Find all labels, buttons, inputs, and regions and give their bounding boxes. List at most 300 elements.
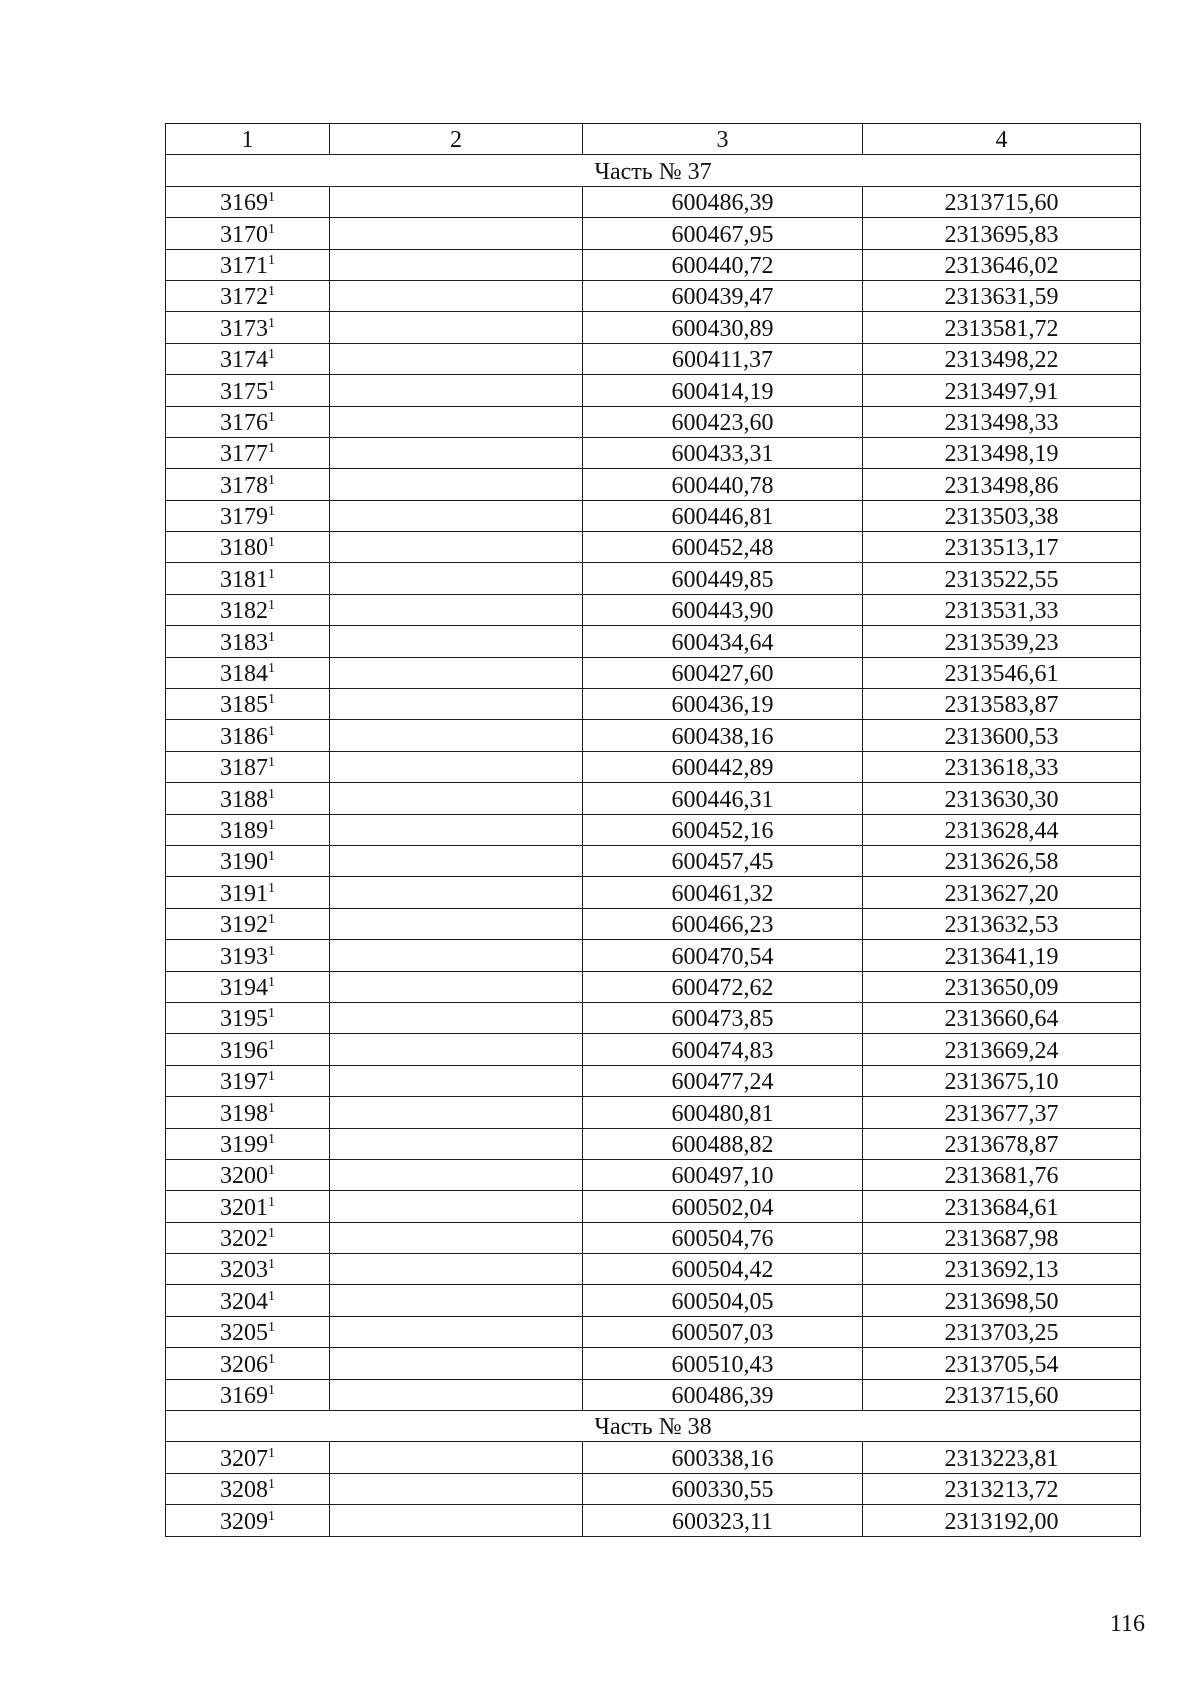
- point-number-cell: [166, 1097, 330, 1128]
- table-row: [166, 1473, 1141, 1504]
- point-number-cell: [166, 1191, 330, 1222]
- section-title: Часть № 37: [166, 155, 1141, 186]
- point-superscript: 1: [268, 1257, 275, 1273]
- point-superscript: 1: [268, 912, 275, 928]
- y-coordinate-cell: 2313698,50: [863, 1285, 1141, 1316]
- x-coordinate-cell: 600449,85: [583, 563, 863, 594]
- x-coordinate-cell: 600486,39: [583, 186, 863, 217]
- point-number-cell: [166, 751, 330, 782]
- point-number-cell: [166, 1222, 330, 1253]
- y-coordinate-cell: 2313695,83: [863, 218, 1141, 249]
- table-row: [166, 280, 1141, 311]
- table-row: [166, 1222, 1141, 1253]
- point-number: 3171: [220, 252, 268, 279]
- col2-cell: [330, 437, 583, 468]
- col2-cell: [330, 343, 583, 374]
- point-superscript: 1: [268, 1383, 275, 1399]
- point-superscript: 1: [268, 315, 275, 331]
- point-number: 3186: [220, 723, 268, 750]
- y-coordinate-cell: 2313705,54: [863, 1348, 1141, 1379]
- col2-cell: [330, 532, 583, 563]
- y-coordinate-cell: 2313539,23: [863, 626, 1141, 657]
- x-coordinate-cell: 600411,37: [583, 343, 863, 374]
- point-number: 3184: [220, 661, 268, 688]
- col2-cell: [330, 312, 583, 343]
- y-coordinate-cell: 2313626,58: [863, 845, 1141, 876]
- col2-cell: [330, 1505, 583, 1536]
- point-number-cell: [166, 1159, 330, 1190]
- table-row: [166, 218, 1141, 249]
- col2-cell: [330, 1128, 583, 1159]
- point-number-cell: [166, 1505, 330, 1536]
- y-coordinate-cell: 2313687,98: [863, 1222, 1141, 1253]
- x-coordinate-cell: 600488,82: [583, 1128, 863, 1159]
- x-coordinate-cell: 600442,89: [583, 751, 863, 782]
- col2-cell: [330, 814, 583, 845]
- table-row: [166, 406, 1141, 437]
- point-number: 3209: [220, 1508, 268, 1535]
- table-row: [166, 1505, 1141, 1536]
- point-superscript: 1: [268, 692, 275, 708]
- col2-cell: [330, 1442, 583, 1473]
- x-coordinate-cell: 600330,55: [583, 1473, 863, 1504]
- point-number-cell: [166, 594, 330, 625]
- point-number-cell: [166, 657, 330, 688]
- y-coordinate-cell: 2313669,24: [863, 1034, 1141, 1065]
- point-superscript: 1: [268, 252, 275, 268]
- y-coordinate-cell: 2313546,61: [863, 657, 1141, 688]
- point-superscript: 1: [268, 472, 275, 488]
- point-number: 3178: [220, 472, 268, 499]
- point-number: 3200: [220, 1163, 268, 1190]
- point-number: 3179: [220, 504, 268, 531]
- col2-cell: [330, 1222, 583, 1253]
- point-number: 3169: [220, 1383, 268, 1410]
- point-number-cell: [166, 500, 330, 531]
- coordinates-table-body: [166, 124, 1141, 1537]
- x-coordinate-cell: 600414,19: [583, 375, 863, 406]
- col2-cell: [330, 845, 583, 876]
- point-superscript: 1: [268, 943, 275, 959]
- point-superscript: 1: [268, 786, 275, 802]
- x-coordinate-cell: 600438,16: [583, 720, 863, 751]
- point-number: 3206: [220, 1351, 268, 1378]
- col2-cell: [330, 1034, 583, 1065]
- table-row: [166, 312, 1141, 343]
- point-number: 3183: [220, 629, 268, 656]
- y-coordinate-cell: 2313497,91: [863, 375, 1141, 406]
- col2-cell: [330, 249, 583, 280]
- point-superscript: 1: [268, 1131, 275, 1147]
- point-number: 3175: [220, 378, 268, 405]
- point-superscript: 1: [268, 1100, 275, 1116]
- point-number-cell: [166, 1473, 330, 1504]
- table-row: [166, 814, 1141, 845]
- x-coordinate-cell: 600338,16: [583, 1442, 863, 1473]
- x-coordinate-cell: 600457,45: [583, 845, 863, 876]
- point-number-cell: [166, 783, 330, 814]
- y-coordinate-cell: 2313650,09: [863, 971, 1141, 1002]
- x-coordinate-cell: 600439,47: [583, 280, 863, 311]
- col2-cell: [330, 500, 583, 531]
- point-number-cell: [166, 845, 330, 876]
- point-number-cell: [166, 375, 330, 406]
- point-superscript: 1: [268, 347, 275, 363]
- point-superscript: 1: [268, 880, 275, 896]
- col2-cell: [330, 689, 583, 720]
- table-row: [166, 249, 1141, 280]
- x-coordinate-cell: 600436,19: [583, 689, 863, 720]
- col2-cell: [330, 908, 583, 939]
- point-superscript: 1: [268, 221, 275, 237]
- col2-cell: [330, 1065, 583, 1096]
- table-row: [166, 908, 1141, 939]
- col2-cell: [330, 877, 583, 908]
- point-superscript: 1: [268, 629, 275, 645]
- table-header-row: [166, 124, 1141, 155]
- col2-cell: [330, 1254, 583, 1285]
- point-number: 3195: [220, 1006, 268, 1033]
- x-coordinate-cell: 600504,05: [583, 1285, 863, 1316]
- point-number: 3204: [220, 1288, 268, 1315]
- y-coordinate-cell: 2313675,10: [863, 1065, 1141, 1096]
- point-number: 3197: [220, 1069, 268, 1096]
- point-number: 3207: [220, 1445, 268, 1472]
- x-coordinate-cell: 600440,78: [583, 469, 863, 500]
- point-number: 3190: [220, 849, 268, 876]
- table-row: [166, 500, 1141, 531]
- point-number: 3208: [220, 1477, 268, 1504]
- y-coordinate-cell: 2313681,76: [863, 1159, 1141, 1190]
- x-coordinate-cell: 600472,62: [583, 971, 863, 1002]
- point-superscript: 1: [268, 378, 275, 394]
- col2-cell: [330, 1097, 583, 1128]
- section-title-row: [166, 1411, 1141, 1442]
- table-row: [166, 1191, 1141, 1222]
- table-row: [166, 845, 1141, 876]
- y-coordinate-cell: 2313581,72: [863, 312, 1141, 343]
- point-superscript: 1: [268, 849, 275, 865]
- table-row: [166, 1379, 1141, 1410]
- point-number: 3191: [220, 880, 268, 907]
- point-number: 3169: [220, 190, 268, 217]
- x-coordinate-cell: 600466,23: [583, 908, 863, 939]
- point-number-cell: [166, 1285, 330, 1316]
- point-number-cell: [166, 280, 330, 311]
- point-number: 3192: [220, 912, 268, 939]
- point-number-cell: [166, 218, 330, 249]
- x-coordinate-cell: 600467,95: [583, 218, 863, 249]
- header-col-3: 3: [583, 124, 863, 155]
- y-coordinate-cell: 2313715,60: [863, 1379, 1141, 1410]
- point-number: 3185: [220, 692, 268, 719]
- point-superscript: 1: [268, 817, 275, 833]
- y-coordinate-cell: 2313703,25: [863, 1316, 1141, 1347]
- table-row: [166, 1002, 1141, 1033]
- point-superscript: 1: [268, 535, 275, 551]
- point-superscript: 1: [268, 974, 275, 990]
- point-number-cell: [166, 877, 330, 908]
- point-number: 3177: [220, 441, 268, 468]
- page-number: 116: [1109, 1611, 1145, 1637]
- y-coordinate-cell: 2313632,53: [863, 908, 1141, 939]
- x-coordinate-cell: 600461,32: [583, 877, 863, 908]
- table-row: [166, 1316, 1141, 1347]
- point-number-cell: [166, 1034, 330, 1065]
- point-superscript: 1: [268, 1288, 275, 1304]
- x-coordinate-cell: 600430,89: [583, 312, 863, 343]
- point-number: 3194: [220, 974, 268, 1001]
- point-superscript: 1: [268, 1194, 275, 1210]
- table-row: [166, 1285, 1141, 1316]
- point-number-cell: [166, 249, 330, 280]
- point-superscript: 1: [268, 1508, 275, 1524]
- point-number: 3172: [220, 284, 268, 311]
- y-coordinate-cell: 2313498,19: [863, 437, 1141, 468]
- point-number: 3196: [220, 1037, 268, 1064]
- col2-cell: [330, 783, 583, 814]
- table-row: [166, 437, 1141, 468]
- point-superscript: 1: [268, 504, 275, 520]
- col2-cell: [330, 563, 583, 594]
- table-row: [166, 1034, 1141, 1065]
- point-number-cell: [166, 940, 330, 971]
- section-title: Часть № 38: [166, 1411, 1141, 1442]
- point-number-cell: [166, 343, 330, 374]
- x-coordinate-cell: 600507,03: [583, 1316, 863, 1347]
- table-row: [166, 877, 1141, 908]
- y-coordinate-cell: 2313660,64: [863, 1002, 1141, 1033]
- y-coordinate-cell: 2313531,33: [863, 594, 1141, 625]
- y-coordinate-cell: 2313498,33: [863, 406, 1141, 437]
- col2-cell: [330, 1379, 583, 1410]
- table-row: [166, 1348, 1141, 1379]
- y-coordinate-cell: 2313618,33: [863, 751, 1141, 782]
- x-coordinate-cell: 600502,04: [583, 1191, 863, 1222]
- point-superscript: 1: [268, 755, 275, 771]
- x-coordinate-cell: 600427,60: [583, 657, 863, 688]
- col2-cell: [330, 1191, 583, 1222]
- table-row: [166, 720, 1141, 751]
- y-coordinate-cell: 2313213,72: [863, 1473, 1141, 1504]
- point-superscript: 1: [268, 723, 275, 739]
- table-row: [166, 689, 1141, 720]
- col2-cell: [330, 1316, 583, 1347]
- table-row: [166, 186, 1141, 217]
- point-number-cell: [166, 1316, 330, 1347]
- point-superscript: 1: [268, 441, 275, 457]
- col2-cell: [330, 406, 583, 437]
- table-row: [166, 1097, 1141, 1128]
- table-row: [166, 940, 1141, 971]
- point-number: 3189: [220, 817, 268, 844]
- x-coordinate-cell: 600452,48: [583, 532, 863, 563]
- point-number: 3198: [220, 1100, 268, 1127]
- point-number: 3199: [220, 1131, 268, 1158]
- point-number: 3193: [220, 943, 268, 970]
- point-superscript: 1: [268, 1006, 275, 1022]
- point-number-cell: [166, 312, 330, 343]
- point-number: 3170: [220, 221, 268, 248]
- y-coordinate-cell: 2313628,44: [863, 814, 1141, 845]
- col2-cell: [330, 186, 583, 217]
- x-coordinate-cell: 600433,31: [583, 437, 863, 468]
- y-coordinate-cell: 2313600,53: [863, 720, 1141, 751]
- table-row: [166, 751, 1141, 782]
- table-row: [166, 469, 1141, 500]
- point-number-cell: [166, 437, 330, 468]
- y-coordinate-cell: 2313513,17: [863, 532, 1141, 563]
- col2-cell: [330, 280, 583, 311]
- point-number: 3182: [220, 598, 268, 625]
- x-coordinate-cell: 600486,39: [583, 1379, 863, 1410]
- y-coordinate-cell: 2313631,59: [863, 280, 1141, 311]
- col2-cell: [330, 375, 583, 406]
- point-number-cell: [166, 1254, 330, 1285]
- y-coordinate-cell: 2313627,20: [863, 877, 1141, 908]
- table-row: [166, 563, 1141, 594]
- table-row: [166, 532, 1141, 563]
- point-number-cell: [166, 406, 330, 437]
- point-number-cell: [166, 563, 330, 594]
- col2-cell: [330, 469, 583, 500]
- point-superscript: 1: [268, 1477, 275, 1493]
- table-row: [166, 594, 1141, 625]
- point-number-cell: [166, 1379, 330, 1410]
- y-coordinate-cell: 2313630,30: [863, 783, 1141, 814]
- table-row: [166, 343, 1141, 374]
- point-superscript: 1: [268, 1226, 275, 1242]
- point-superscript: 1: [268, 661, 275, 677]
- y-coordinate-cell: 2313692,13: [863, 1254, 1141, 1285]
- point-superscript: 1: [268, 1037, 275, 1053]
- point-superscript: 1: [268, 409, 275, 425]
- col2-cell: [330, 594, 583, 625]
- col2-cell: [330, 720, 583, 751]
- col2-cell: [330, 940, 583, 971]
- point-number-cell: [166, 1348, 330, 1379]
- coordinates-table: [165, 123, 1141, 1537]
- x-coordinate-cell: 600440,72: [583, 249, 863, 280]
- x-coordinate-cell: 600452,16: [583, 814, 863, 845]
- col2-cell: [330, 1285, 583, 1316]
- table-row: [166, 971, 1141, 1002]
- col2-cell: [330, 657, 583, 688]
- col2-cell: [330, 218, 583, 249]
- table-row: [166, 657, 1141, 688]
- y-coordinate-cell: 2313646,02: [863, 249, 1141, 280]
- table-row: [166, 626, 1141, 657]
- x-coordinate-cell: 600474,83: [583, 1034, 863, 1065]
- y-coordinate-cell: 2313677,37: [863, 1097, 1141, 1128]
- point-number-cell: [166, 1065, 330, 1096]
- x-coordinate-cell: 600477,24: [583, 1065, 863, 1096]
- y-coordinate-cell: 2313715,60: [863, 186, 1141, 217]
- point-number: 3180: [220, 535, 268, 562]
- y-coordinate-cell: 2313498,86: [863, 469, 1141, 500]
- col2-cell: [330, 971, 583, 1002]
- point-number-cell: [166, 626, 330, 657]
- point-number-cell: [166, 814, 330, 845]
- point-number-cell: [166, 469, 330, 500]
- x-coordinate-cell: 600423,60: [583, 406, 863, 437]
- point-superscript: 1: [268, 1163, 275, 1179]
- table-row: [166, 1159, 1141, 1190]
- point-number: 3188: [220, 786, 268, 813]
- table-row: [166, 1442, 1141, 1473]
- point-superscript: 1: [268, 1445, 275, 1461]
- point-superscript: 1: [268, 598, 275, 614]
- point-number-cell: [166, 720, 330, 751]
- point-superscript: 1: [268, 284, 275, 300]
- point-number-cell: [166, 689, 330, 720]
- table-row: [166, 375, 1141, 406]
- header-col-4: 4: [863, 124, 1141, 155]
- col2-cell: [330, 1159, 583, 1190]
- x-coordinate-cell: 600434,64: [583, 626, 863, 657]
- col2-cell: [330, 1002, 583, 1033]
- x-coordinate-cell: 600446,31: [583, 783, 863, 814]
- point-number: 3205: [220, 1320, 268, 1347]
- point-number: 3187: [220, 755, 268, 782]
- x-coordinate-cell: 600497,10: [583, 1159, 863, 1190]
- x-coordinate-cell: 600446,81: [583, 500, 863, 531]
- point-number: 3176: [220, 409, 268, 436]
- point-superscript: 1: [268, 1320, 275, 1336]
- point-number: 3174: [220, 347, 268, 374]
- y-coordinate-cell: 2313583,87: [863, 689, 1141, 720]
- y-coordinate-cell: 2313503,38: [863, 500, 1141, 531]
- col2-cell: [330, 626, 583, 657]
- x-coordinate-cell: 600473,85: [583, 1002, 863, 1033]
- x-coordinate-cell: 600504,76: [583, 1222, 863, 1253]
- point-superscript: 1: [268, 190, 275, 206]
- point-number: 3173: [220, 315, 268, 342]
- y-coordinate-cell: 2313678,87: [863, 1128, 1141, 1159]
- y-coordinate-cell: 2313192,00: [863, 1505, 1141, 1536]
- point-number-cell: [166, 186, 330, 217]
- point-number-cell: [166, 1128, 330, 1159]
- point-number-cell: [166, 1002, 330, 1033]
- point-number-cell: [166, 532, 330, 563]
- y-coordinate-cell: 2313223,81: [863, 1442, 1141, 1473]
- point-superscript: 1: [268, 1069, 275, 1085]
- table-row: [166, 783, 1141, 814]
- point-number-cell: [166, 971, 330, 1002]
- point-superscript: 1: [268, 1351, 275, 1367]
- point-number: 3203: [220, 1257, 268, 1284]
- x-coordinate-cell: 600510,43: [583, 1348, 863, 1379]
- header-col-2: 2: [330, 124, 583, 155]
- y-coordinate-cell: 2313522,55: [863, 563, 1141, 594]
- table-row: [166, 1128, 1141, 1159]
- header-col-1: 1: [166, 124, 330, 155]
- table-row: [166, 1065, 1141, 1096]
- table-row: [166, 1254, 1141, 1285]
- y-coordinate-cell: 2313684,61: [863, 1191, 1141, 1222]
- x-coordinate-cell: 600504,42: [583, 1254, 863, 1285]
- x-coordinate-cell: 600323,11: [583, 1505, 863, 1536]
- point-number: 3201: [220, 1194, 268, 1221]
- y-coordinate-cell: 2313641,19: [863, 940, 1141, 971]
- col2-cell: [330, 1348, 583, 1379]
- x-coordinate-cell: 600470,54: [583, 940, 863, 971]
- point-number-cell: [166, 1442, 330, 1473]
- point-superscript: 1: [268, 566, 275, 582]
- y-coordinate-cell: 2313498,22: [863, 343, 1141, 374]
- x-coordinate-cell: 600480,81: [583, 1097, 863, 1128]
- col2-cell: [330, 751, 583, 782]
